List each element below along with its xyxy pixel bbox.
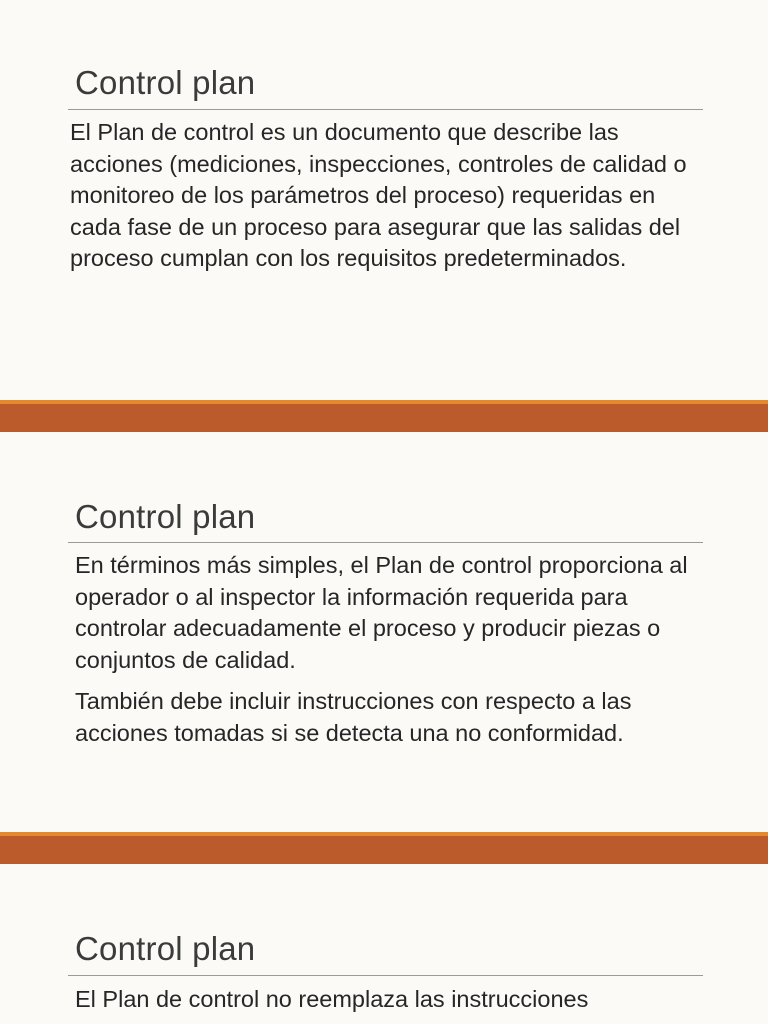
title-underline (68, 542, 703, 543)
body-paragraph: El Plan de control es un documento que describe las acciones (mediciones, inspecciones, controles de calidad o monitoreo de los parámetros del proceso) requeridas en cada fase de un proceso para asegurar que las salidas del proceso cumplan con los requisitos predeterminados. (70, 119, 687, 271)
body-paragraph: También debe incluir instrucciones con respecto a las acciones tomadas si se detecta una no conformidad. (75, 688, 632, 746)
slide-body (70, 117, 710, 275)
slide-title: Control plan (75, 498, 256, 535)
slide-3 (0, 864, 768, 1024)
slide-1 (0, 0, 768, 400)
title-underline (68, 975, 703, 976)
body-paragraph: El Plan de control no reemplaza las instrucciones (75, 986, 589, 1012)
slide-divider (0, 832, 768, 864)
body-paragraph: En términos más simples, el Plan de control proporciona al operador o al inspector la información requerida para controlar adecuadamente el proceso y producir piezas o conjuntos de calidad. (75, 552, 688, 673)
title-underline (68, 109, 703, 110)
slide-body (75, 984, 715, 1016)
slide-body (75, 550, 715, 749)
slide-title: Control plan (75, 930, 256, 967)
slide-title: Control plan (75, 64, 256, 101)
slide-divider (0, 400, 768, 432)
slide-2 (0, 432, 768, 832)
